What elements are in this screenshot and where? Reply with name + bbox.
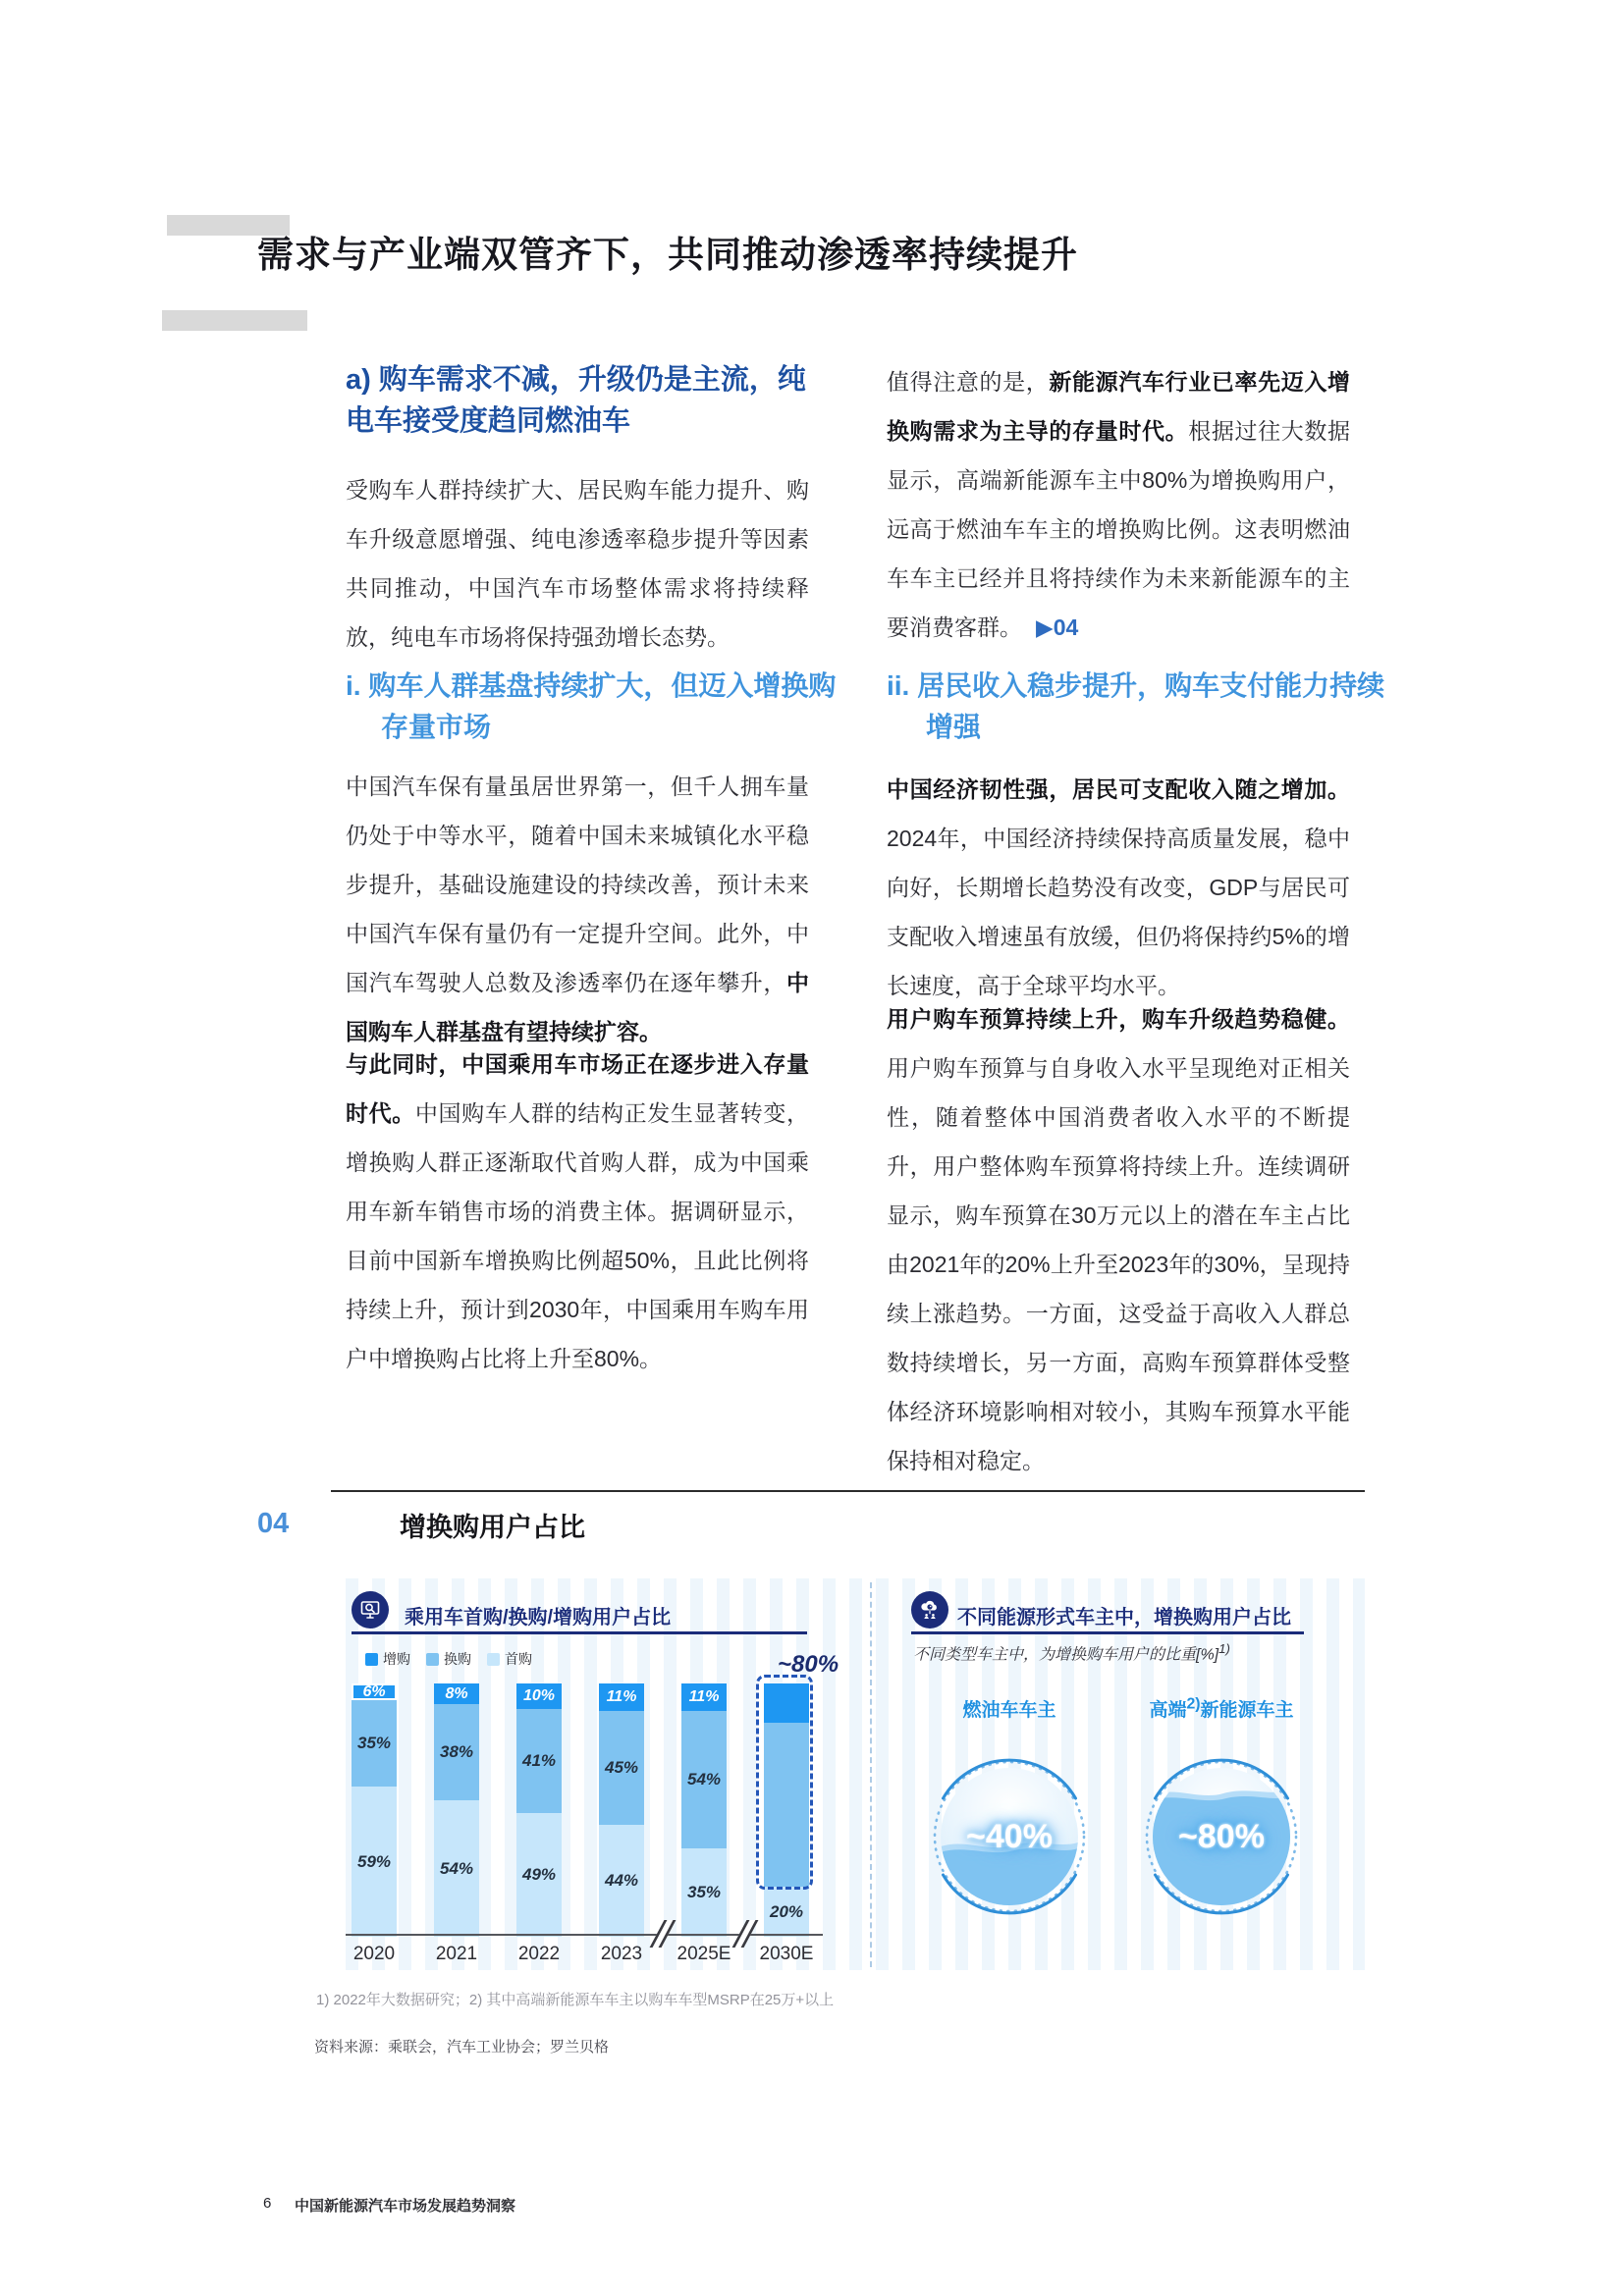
section-rule <box>331 1490 1365 1492</box>
gauge-panel-underline <box>911 1631 1304 1634</box>
bar-2025E-zenggou <box>681 1683 727 1711</box>
bar-2021-shougou <box>434 1800 479 1937</box>
gauge-label-fuel <box>929 1695 1090 1722</box>
bar-legend <box>365 1649 532 1669</box>
label-text: 高端 <box>1149 1700 1187 1721</box>
legend-label-zenggou: 增购 <box>383 1651 410 1667</box>
gauge-value-fuel: ~40% <box>966 1817 1053 1855</box>
legend-swatch-zenggou <box>365 1653 378 1666</box>
label-text: 新能源车主 <box>1200 1700 1294 1721</box>
legend-label-shougou: 首购 <box>505 1651 532 1667</box>
bar-2022 <box>516 1683 562 1937</box>
bar-2021-zenggou <box>434 1683 479 1704</box>
bar-panel-title: 乘用车首购/换购/增购用户占比 <box>405 1607 672 1629</box>
panel-divider <box>870 1582 872 1967</box>
bar-2023-zenggou <box>599 1683 644 1711</box>
gauge-value-premium-nev: ~80% <box>1178 1817 1265 1855</box>
gauge-sphere <box>941 1768 1078 1905</box>
gauge-fuel-owners <box>929 1756 1090 1917</box>
left-para-3-normal: 中国购车人群的结构正发生显著转变，增换购人群正逐渐取代首购人群，成为中国乘用车新车销售市场的消费主体。据调研显示，目前中国新车增换购比例超50%，且此比例将持续上升，预计到2030年，中国乘用车购车用户中增换购占比将上升至80%。 <box>346 1100 810 1371</box>
left-para-3-bold: 与此同时，中国乘用车市场正在逐步进入存量时代。 <box>346 1051 809 1126</box>
right-para-3-bold: 用户购车预算持续上升，购车升级趋势稳健。 <box>887 1006 1350 1032</box>
right-para-2-normal: 2024年，中国经济持续保持高质量发展，稳中向好，长期增长趋势没有改变，GDP与居民可支配收入增速虽有放缓，但仍将保持约5%的增长速度，高于全球平均水平。 <box>887 826 1350 998</box>
bar-2030E-shougou <box>764 1887 809 1937</box>
figure-number: 04 <box>257 1508 290 1539</box>
gauge-premium-nev-owners <box>1141 1756 1302 1917</box>
right-para-1-bold: 新能源汽车行业已率先迈入增换购需求为主导的存量时代。 <box>887 369 1351 444</box>
bar-label: 38% <box>439 1742 474 1761</box>
right-para-1-normal2: 根据过往大数据显示，高端新能源车主中80%为增换购用户，远高于燃油车车主的增换购比例。这表明燃油车车主已经并且将持续作为未来新能源车的主要消费客群。 <box>887 418 1351 640</box>
heading-a: a) 购车需求不减，升级仍是主流，纯电车接受度趋同燃油车 <box>346 364 806 437</box>
bar-label: 6% <box>362 1682 386 1700</box>
bar-label: 54% <box>686 1770 722 1789</box>
bar-2021-huangou <box>434 1704 479 1800</box>
bar-label: 49% <box>521 1865 557 1884</box>
bar-2020-zenggou <box>352 1683 397 1700</box>
figure-ref-04: ▶04 <box>1036 614 1079 640</box>
bar-2021 <box>434 1683 479 1937</box>
analytics-monitor-icon <box>352 1591 389 1629</box>
label-text: 燃油车车主 <box>962 1700 1056 1721</box>
bar-2025E <box>681 1683 727 1937</box>
figure-footnote: 1) 2022年大数据研究；2) 其中高端新能源车车主以购车车型MSRP在25万+以上 <box>316 1992 835 2008</box>
bar-2022-zenggou <box>516 1683 562 1709</box>
year-label-2020: 2020 <box>352 1944 396 1964</box>
legend-swatch-huangou <box>426 1653 439 1666</box>
bar-2025E-huangou <box>681 1711 727 1848</box>
subtitle-text: 不同类型车主中，为增换购车用户的比重[%] <box>913 1646 1219 1664</box>
bar-label: 10% <box>522 1687 556 1704</box>
year-label-2030E: 2030E <box>759 1944 814 1964</box>
legend-item-zenggou <box>365 1649 410 1669</box>
annotation-label: ~80% <box>778 1651 839 1678</box>
bar-label: 59% <box>356 1851 392 1871</box>
gauge-label-premium-nev <box>1141 1695 1302 1722</box>
ev-cloud-gauge-icon <box>911 1591 948 1629</box>
bar-2020-huangou <box>352 1700 397 1787</box>
right-para-2 <box>887 765 1350 1010</box>
legend-item-huangou <box>426 1649 471 1669</box>
bar-label: 8% <box>445 1684 468 1702</box>
label-sup: 2) <box>1186 1695 1201 1713</box>
deco-bar-bottom <box>162 310 307 331</box>
bar-2022-huangou <box>516 1709 562 1813</box>
bar-panel-underline <box>352 1631 807 1634</box>
left-para-3 <box>346 1040 809 1383</box>
cloud-gauge-glyph <box>918 1598 942 1622</box>
heading-ii: ii. 居民收入稳步提升，购车支付能力持续增强 <box>887 670 1385 742</box>
bar-label: 11% <box>606 1688 637 1705</box>
bar-2020-shougou <box>352 1787 397 1937</box>
bar-label: 35% <box>356 1734 392 1752</box>
right-para-3-normal: 用户购车预算与自身收入水平呈现绝对正相关性，随着整体中国消费者收入水平的不断提升，用户整体购车预算将持续上升。连续调研显示，购车预算在30万元以上的潜在车主占比由2021年的20%上升至2023年的30%，呈现持续上涨趋势。一方面，这受益于高收入人群总数持续增长，另一方面，高购车预算群体受整体经济环境影响相对较小，其购车预算水平能保持相对稳定。 <box>887 1055 1350 1473</box>
bar-2023-shougou <box>599 1825 644 1937</box>
year-label-2023: 2023 <box>600 1944 643 1964</box>
year-label-2021: 2021 <box>435 1944 478 1964</box>
bar-label: 45% <box>604 1758 639 1777</box>
bar-2025E-shougou <box>681 1848 727 1937</box>
bar-2022-shougou <box>516 1813 562 1937</box>
bar-label: 20% <box>769 1901 804 1921</box>
legend-swatch-shougou <box>487 1653 500 1666</box>
left-para-2-bold: 中国购车人群基盘有望持续扩容。 <box>346 970 809 1044</box>
heading-i: i. 购车人群基盘持续扩大，但迈入增换购存量市场 <box>346 670 837 742</box>
legend-label-huangou: 换购 <box>444 1651 471 1667</box>
gauge-panel-subtitle <box>913 1641 1230 1664</box>
bar-label: 54% <box>439 1858 474 1878</box>
right-para-1-normal1: 值得注意的是， <box>887 369 1050 395</box>
left-para-1: 受购车人群持续扩大、居民购车能力提升、购车升级意愿增强、纯电渗透率稳步提升等因素共同推动，中国汽车市场整体需求将持续释放，纯电车市场将保持强劲增长态势。 <box>346 477 809 650</box>
monitor-magnifier-glyph <box>358 1598 382 1622</box>
right-para-2-bold: 中国经济韧性强，居民可支配收入随之增加。 <box>887 776 1350 802</box>
bar-label: 44% <box>604 1871 639 1890</box>
gauge-sphere <box>1153 1768 1290 1905</box>
bar-label: 41% <box>521 1751 557 1770</box>
left-para-2 <box>346 762 809 1056</box>
bar-2020 <box>352 1683 397 1937</box>
page-number: 6 <box>263 2195 272 2212</box>
gauge-panel-title: 不同能源形式车主中，增换购用户占比 <box>957 1607 1291 1629</box>
figure-title: 增换购用户占比 <box>400 1513 585 1542</box>
x-axis <box>346 1934 823 1936</box>
bar-label: 11% <box>688 1688 720 1705</box>
right-para-1 <box>887 357 1350 652</box>
year-label-2022: 2022 <box>517 1944 561 1964</box>
subtitle-footnote-ref: 1) <box>1218 1641 1230 1656</box>
legend-item-shougou <box>487 1649 532 1669</box>
bar-2023 <box>599 1683 644 1937</box>
bar-label: 35% <box>686 1883 722 1901</box>
footer-doc-title: 中国新能源汽车市场发展趋势洞察 <box>295 2198 516 2215</box>
page-title: 需求与产业端双管齐下，共同推动渗透率持续提升 <box>257 234 1078 275</box>
year-label-2025E: 2025E <box>677 1944 731 1964</box>
bar-2023-huangou <box>599 1711 644 1825</box>
left-para-2-normal: 中国汽车保有量虽居世界第一，但千人拥车量仍处于中等水平，随着中国未来城镇化水平稳步提升，基础设施建设的持续改善，预计未来中国汽车保有量仍有一定提升空间。此外，中国汽车驾驶人总数及渗透率仍在逐年攀升， <box>346 774 809 995</box>
annotation-dashed-box <box>756 1675 813 1890</box>
figure-source: 资料来源：乘联会，汽车工业协会；罗兰贝格 <box>314 2039 610 2056</box>
right-para-3 <box>887 994 1350 1485</box>
